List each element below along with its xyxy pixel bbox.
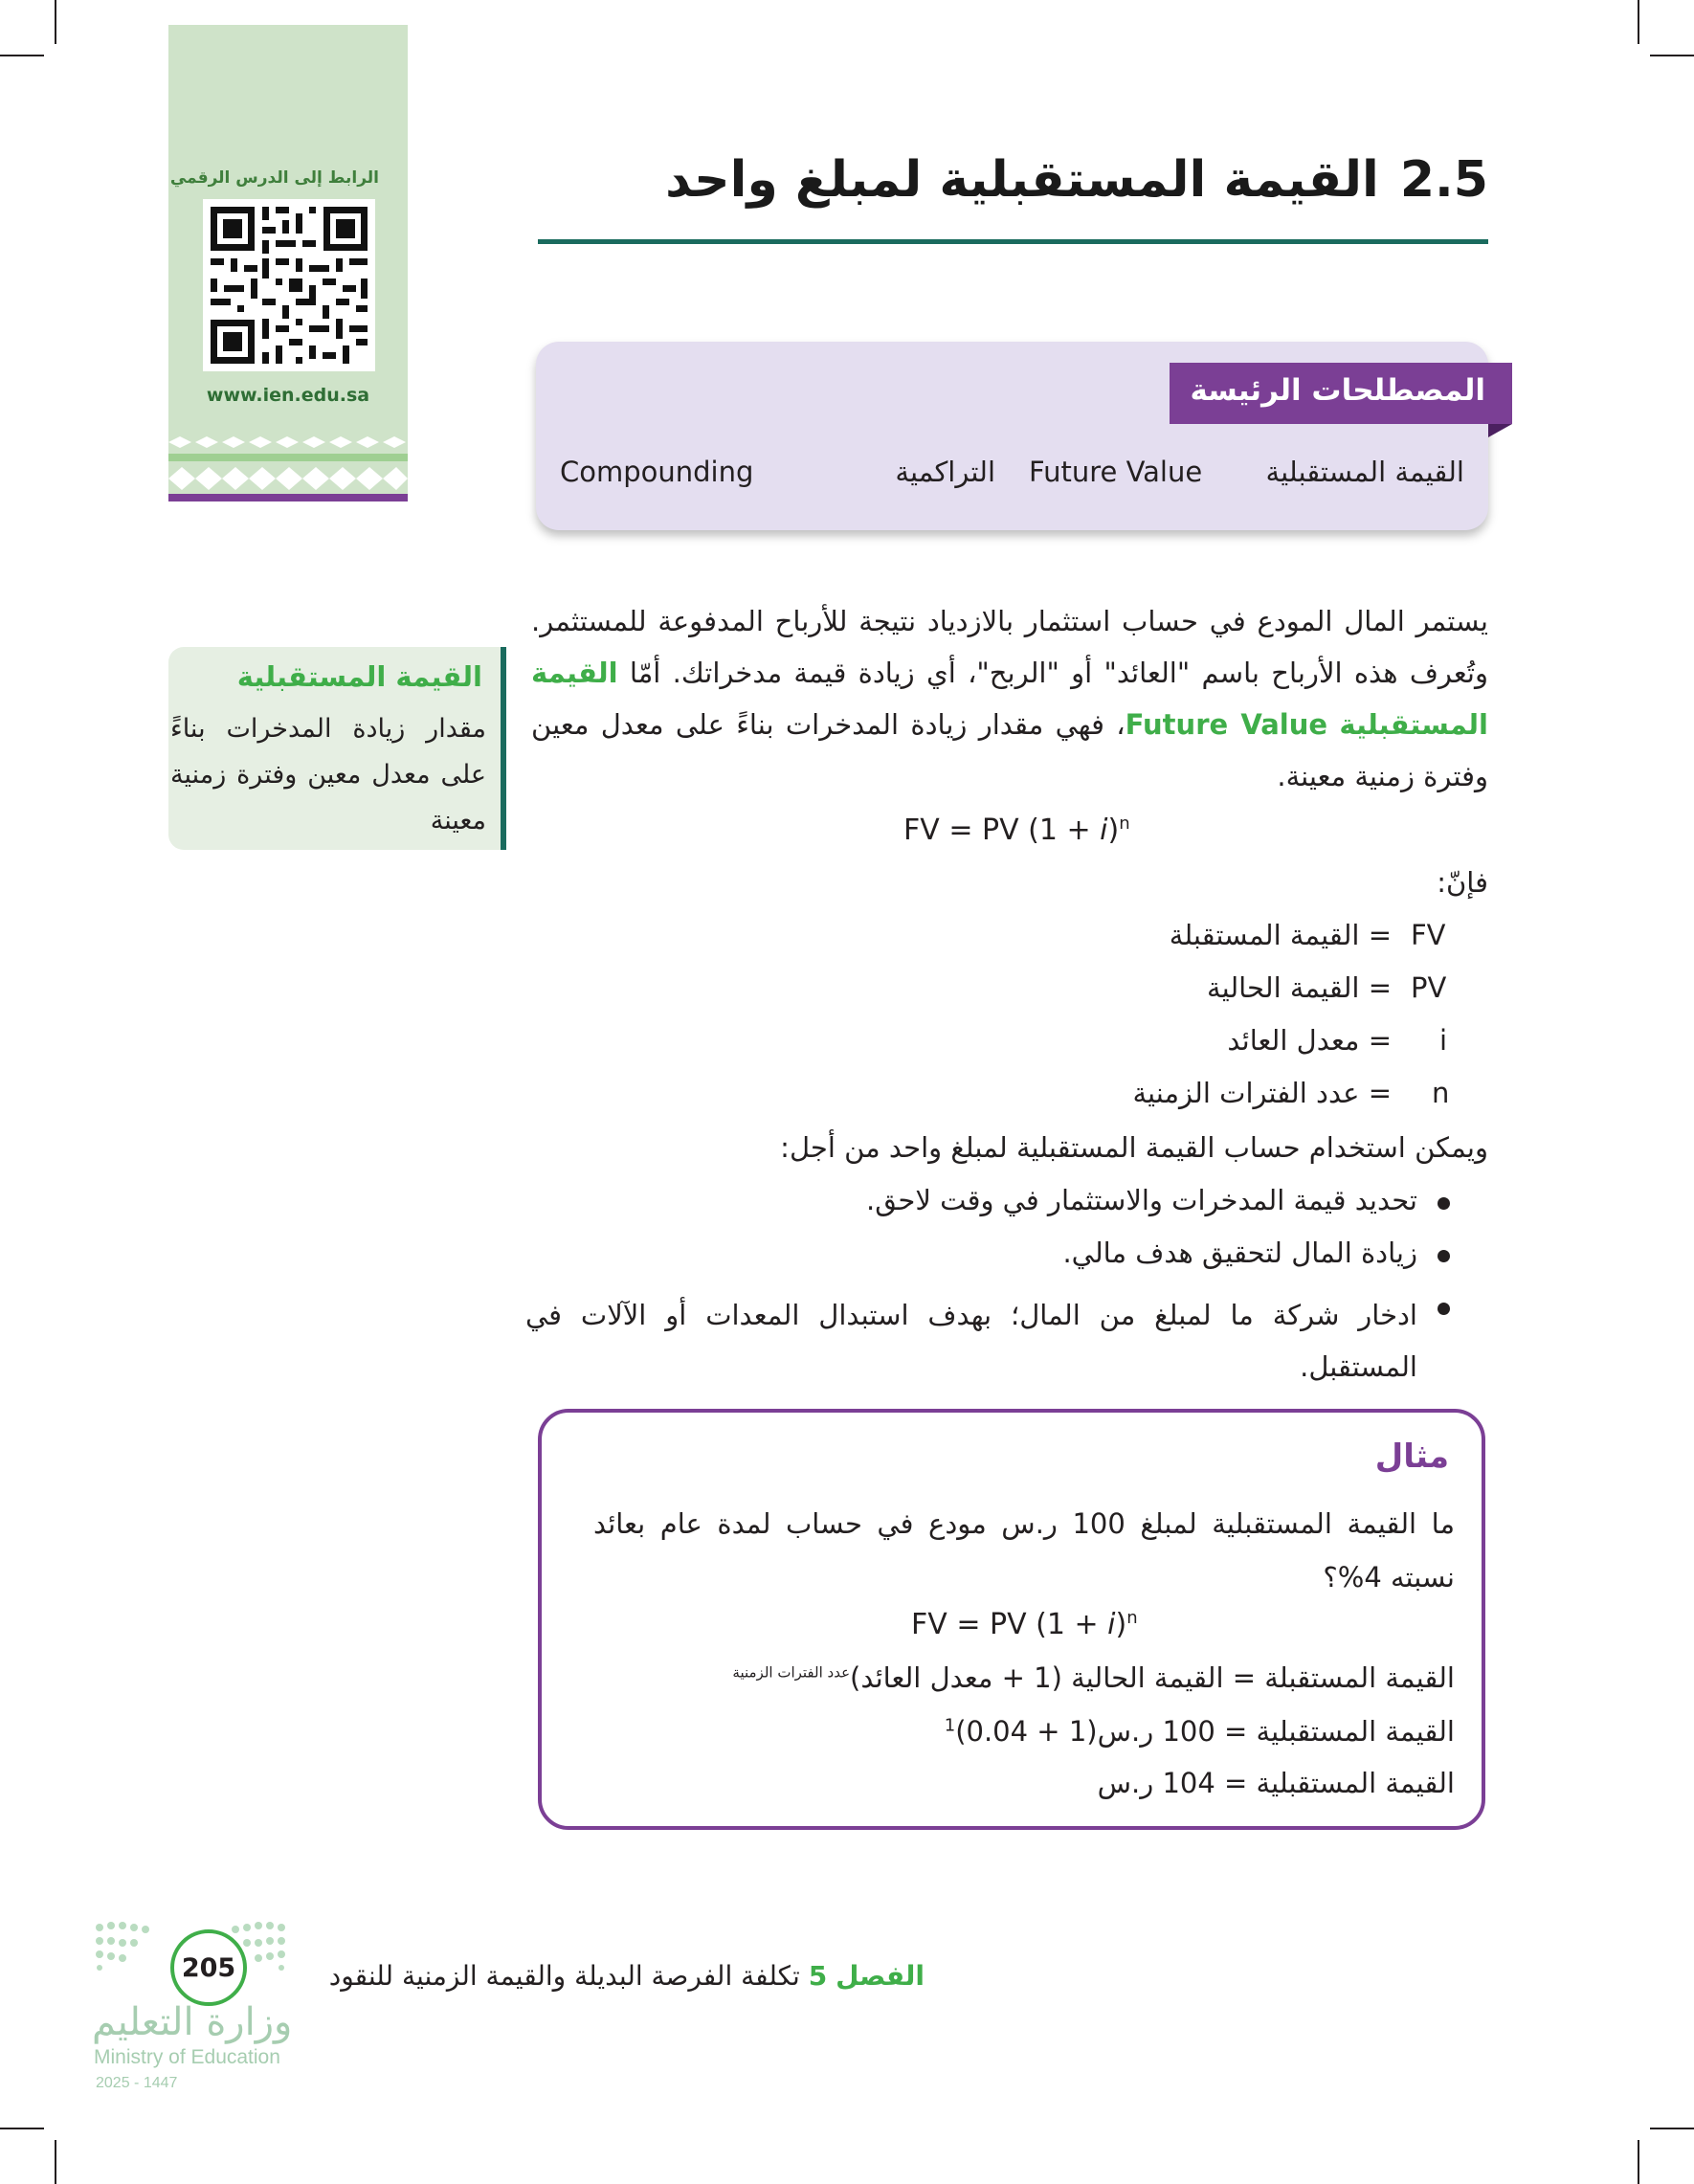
decorative-pattern [168, 436, 408, 501]
section-title: القيمة المستقبلية لمبلغ واحد [665, 151, 1379, 209]
step-2-text: القيمة المستقبلية = 100 ر.س(1 + 0.04) [955, 1715, 1455, 1748]
var-symbol-i: i [1439, 1024, 1448, 1057]
ministry-name-ar: وزارة التعليم [92, 2000, 293, 2044]
chapter-label: الفصل [836, 1960, 925, 1992]
crop-mark [55, 2140, 56, 2184]
crop-mark [1650, 2128, 1694, 2129]
crop-mark [1650, 55, 1694, 56]
digital-lesson-url[interactable]: www.ien.edu.sa [206, 385, 370, 406]
formula-base: FV = PV (1 + [903, 813, 1101, 847]
page-number: 205 [170, 1929, 247, 2006]
formula-base: FV = PV (1 + [911, 1608, 1108, 1641]
example-formula [911, 1608, 1138, 1641]
term-compounding-en: Compounding [560, 456, 754, 488]
example-question: ما القيمة المستقبلية لمبلغ 100 ر.س مودع في حساب لمدة عام بعائد نسبته 4%؟ [593, 1507, 1456, 1593]
var-symbol-n: n [1432, 1077, 1450, 1109]
intro-paragraph [531, 595, 1488, 802]
key-terms-heading: المصطلحات الرئيسة [1190, 373, 1485, 408]
formula-exponent: n [1126, 1608, 1138, 1628]
var-symbol-fv: FV [1411, 919, 1446, 951]
var-def-i: = معدل العائد [1227, 1024, 1392, 1057]
section-number: 2.5 [1399, 151, 1488, 209]
crop-mark [1638, 2140, 1639, 2184]
chapter-title: تكلفة الفرصة البديلة والقيمة الزمنية للنقود [328, 1960, 800, 1992]
bullet-dot [1438, 1250, 1450, 1262]
term-compounding-ar: التراكمية [895, 456, 995, 488]
example-step-1 [732, 1661, 1455, 1694]
step-1-text: القيمة المستقبلة = القيمة الحالية (1 + معدل العائد) [850, 1661, 1455, 1694]
future-value-term: القيمة المستقبلية [531, 657, 1488, 741]
crop-mark [0, 2128, 44, 2129]
bullet-dot [1438, 1197, 1450, 1210]
crop-mark [55, 0, 56, 44]
bullet-dot [1438, 1303, 1450, 1315]
term-future-value-en: Future Value [1029, 456, 1203, 488]
bullet-item: ادخار شركة ما لمبلغ من المال؛ بهدف استبدال المعدات أو الآلات في المستقبل. [525, 1299, 1417, 1383]
intro-text-a: يستمر المال المودع في حساب استثمار بالازدياد نتيجة للأرباح المدفوعة للمستثمر. وتُعرف هذه الأرباح باسم "العائد" أو "الربح"، أي زيادة قيمة مدخراتك. أمّا [531, 605, 1488, 689]
formula-exponent: n [1119, 813, 1130, 834]
ribbon-fold [1488, 424, 1512, 437]
edition-year: 2025 - 1447 [96, 2075, 178, 2091]
step-1-exponent: عدد الفترات الزمنية [732, 1663, 851, 1682]
example-title: مثال [1374, 1437, 1449, 1476]
formula-close: ) [1115, 1608, 1127, 1641]
crop-mark [1638, 0, 1639, 44]
title-underline [538, 239, 1488, 244]
fv-formula [903, 813, 1130, 847]
intro-text-b: ، فهي مقدار زيادة المدخرات بناءً على معدل معين وفترة زمنية معينة. [531, 708, 1488, 792]
var-def-pv: = القيمة الحالية [1207, 971, 1392, 1004]
chapter-number: 5 [808, 1960, 828, 1992]
step-2-exponent: 1 [944, 1715, 956, 1736]
formula-i: i [1100, 813, 1108, 847]
var-def-n: = عدد الفترات الزمنية [1132, 1077, 1392, 1109]
qr-label: الرابط إلى الدرس الرقمي [169, 168, 379, 188]
footer-chapter [329, 1960, 925, 1992]
example-result: القيمة المستقبلية = 104 ر.س [1097, 1767, 1455, 1799]
bullet-item: تحديد قيمة المدخرات والاستثمار في وقت لاحق. [866, 1184, 1417, 1216]
bullet-item: زيادة المال لتحقيق هدف مالي. [1062, 1237, 1417, 1269]
future-value-term-en: Future Value [1125, 708, 1328, 741]
definition-title: القيمة المستقبلية [236, 660, 482, 693]
example-step-2 [945, 1715, 1455, 1748]
page-title [665, 151, 1488, 209]
var-def-fv: = القيمة المستقبلة [1169, 919, 1392, 951]
term-future-value-ar: القيمة المستقبلية [1265, 456, 1464, 488]
where-label: فإنّ: [1437, 866, 1488, 899]
ministry-name-en: Ministry of Education [94, 2046, 280, 2068]
var-symbol-pv: PV [1411, 971, 1447, 1004]
formula-close: ) [1107, 813, 1120, 847]
crop-mark [0, 55, 44, 56]
formula-i: i [1107, 1608, 1116, 1641]
qr-code[interactable] [203, 199, 375, 371]
definition-text: مقدار زيادة المدخرات بناءً على معدل معين وفترة زمنية معينة [170, 714, 486, 836]
uses-intro: ويمكن استخدام حساب القيمة المستقبلية لمبلغ واحد من أجل: [780, 1131, 1488, 1164]
